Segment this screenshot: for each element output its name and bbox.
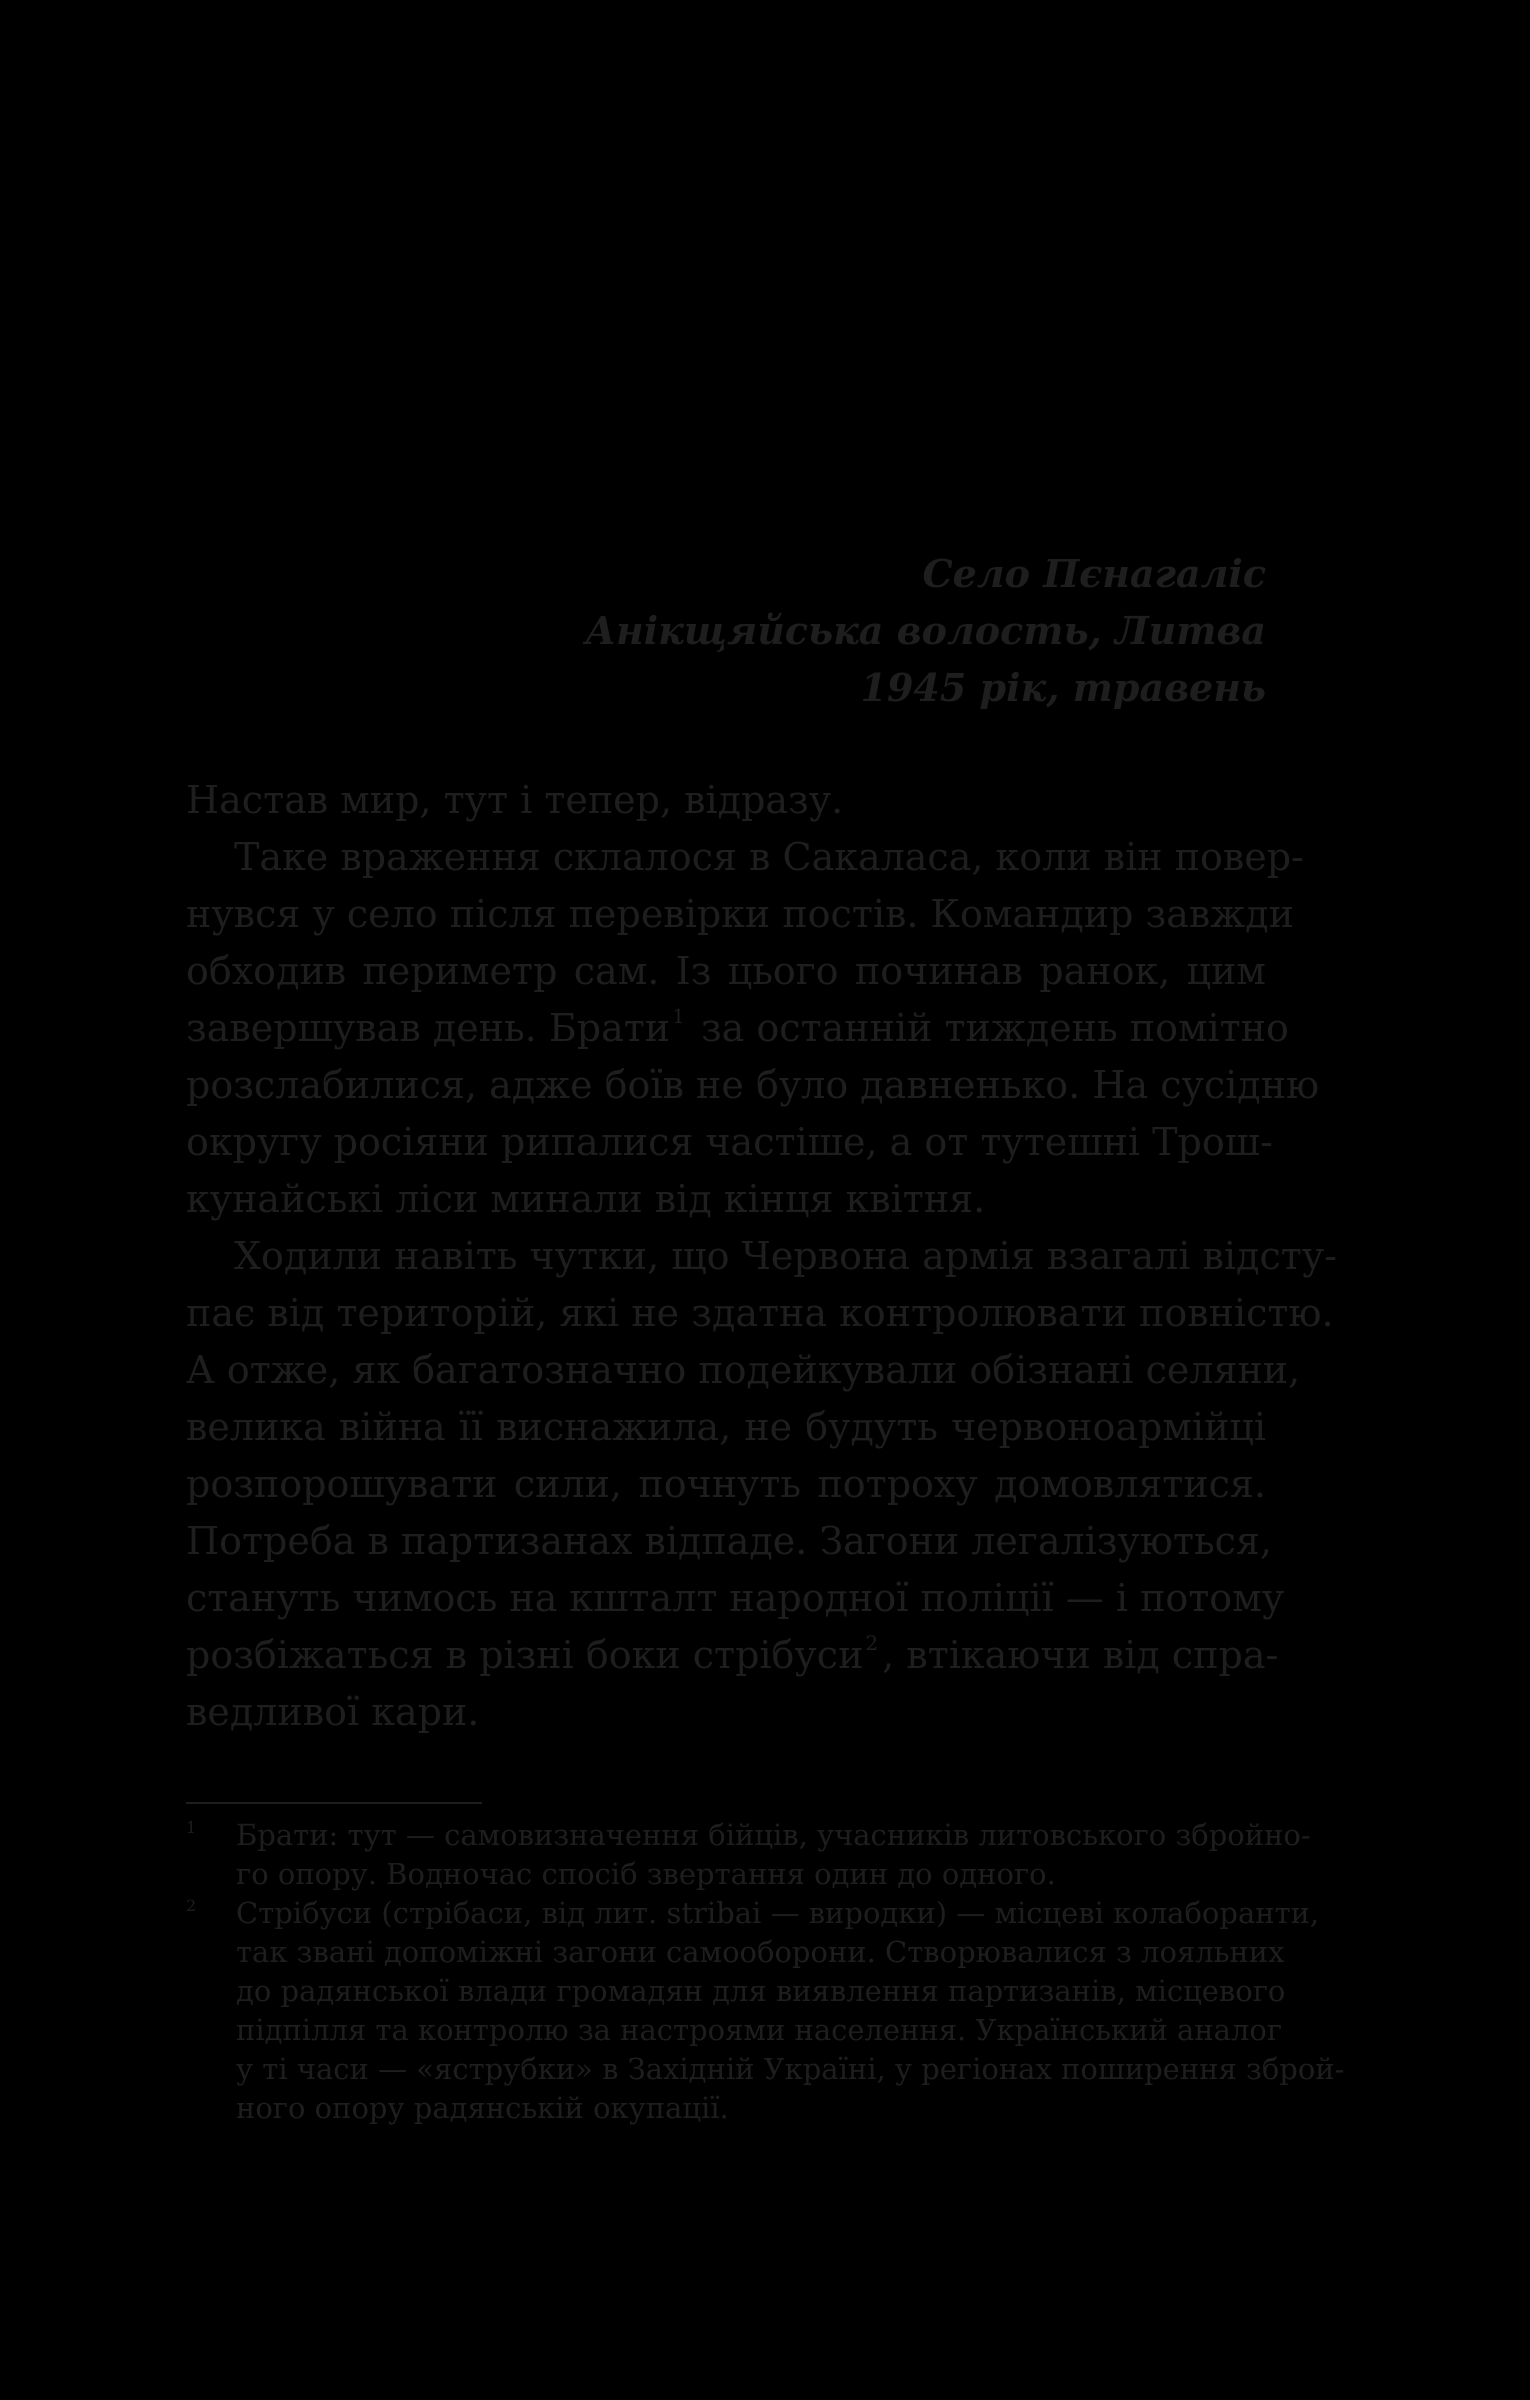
text-line: стануть чимось на кшталт народної поліції — і потому <box>186 1576 1285 1620</box>
epigraph-date: 1945 рік, травень <box>860 665 1266 710</box>
footnote-number: 1 <box>186 1818 197 1837</box>
footnotes <box>186 1816 1345 2128</box>
text-line: А отже, як багатозначно подейкували обізнані селяни, <box>186 1348 1301 1392</box>
footnote-line: го опору. Водночас спосіб звертання один до одного. <box>236 1857 1056 1891</box>
text-line: Потреба в партизанах відпаде. Загони легалізуються, <box>186 1519 1272 1563</box>
chapter-epigraph <box>186 545 1266 716</box>
footnote-line: до радянської влади громадян для виявлення партизанів, місцевого <box>236 1974 1286 2008</box>
footnote-marker-2[interactable]: 2 <box>865 1631 879 1655</box>
footnote-line: підпілля та контролю за настроями населення. Український аналог <box>236 2013 1283 2047</box>
footnote-line: ного опору радянській окупації. <box>236 2091 729 2125</box>
text-line: округу росіяни рипалися частіше, а от тутешні Трош- <box>186 1120 1273 1164</box>
text-segment: , втікаючи від спра- <box>882 1633 1279 1677</box>
text-segment: розбіжаться в різні боки стрібуси <box>186 1633 864 1677</box>
text-segment: завершував день. Брати <box>186 1006 671 1050</box>
text-line: нувся у село після перевірки постів. Командир завжди <box>186 892 1294 936</box>
text-line: Ходили навіть чутки, що Червона армія взагалі відсту- <box>234 1234 1337 1278</box>
text-line: розслабилися, адже боїв не було давненько. На сусідню <box>186 1063 1320 1107</box>
text-line: Таке враження склалося в Сакаласа, коли він повер- <box>234 835 1304 879</box>
text-line-with-footnote-1 <box>186 1000 1289 1057</box>
footnote-separator <box>186 1802 482 1804</box>
text-line: пає від територій, які не здатна контролювати повністю. <box>186 1291 1334 1335</box>
footnote-line: у ті часи — «яструбки» в Західній Україні, у регіонах поширення зброй- <box>236 2052 1345 2086</box>
main-text <box>186 772 1337 1741</box>
text-segment: за останній тиждень помітно <box>700 1006 1289 1050</box>
footnote-number: 2 <box>186 1896 197 1915</box>
text-line: ведливої кари. <box>186 1690 480 1734</box>
footnote-2 <box>186 1894 1345 2128</box>
footnote-line: Стрібуси (стрібаси, від лит. stribai — виродки) — місцеві колаборанти, <box>236 1896 1320 1930</box>
text-line: велика війна її виснажила, не будуть червоноармійці <box>186 1405 1266 1449</box>
footnote-marker-1[interactable]: 1 <box>672 1004 685 1028</box>
footnote-1 <box>186 1816 1311 1894</box>
footnote-line: так звані допоміжні загони самооборони. Створювалися з лояльних <box>236 1935 1285 1969</box>
text-line-with-footnote-2 <box>186 1627 1279 1684</box>
text-line: обходив периметр сам. Із цього починав ранок, цим <box>186 949 1266 993</box>
epigraph-place: Село Пєнагаліс <box>922 551 1266 596</box>
epigraph-region: Анікщяйська волость, Литва <box>585 608 1266 653</box>
footnote-line: Брати: тут — самовизначення бійців, учасників литовського збройно- <box>236 1818 1311 1852</box>
text-line: кунайські ліси минали від кінця квітня. <box>186 1177 986 1221</box>
text-line: розпорошувати сили, почнуть потроху домовлятися. <box>186 1462 1266 1506</box>
paragraph-1: Настав мир, тут і тепер, відразу. <box>186 778 844 822</box>
